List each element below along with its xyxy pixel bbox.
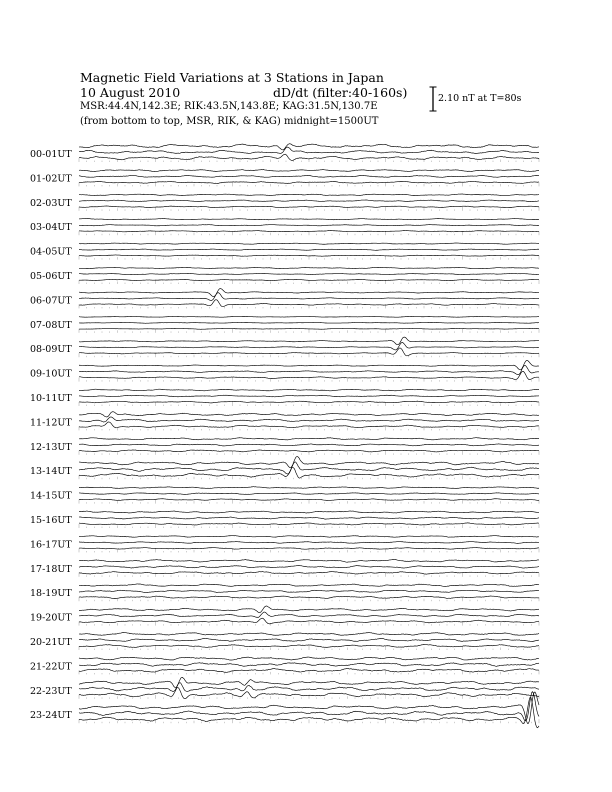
hour-label-11-12ut: 11-12UT	[30, 417, 72, 429]
trace-kag-18-19ut	[79, 584, 539, 587]
trace-rik-04-05ut	[79, 249, 539, 250]
trace-rik-21-22ut	[79, 663, 539, 667]
hour-label-13-14ut: 13-14UT	[30, 466, 72, 478]
trace-kag-15-16ut	[79, 511, 539, 513]
minute-ticks-07-08ut	[79, 329, 539, 333]
station-coordinates: MSR:44.4N,142.3E; RIK:43.5N,143.8E; KAG:31.5N,130.7E	[80, 101, 378, 112]
hour-label-15-16ut: 15-16UT	[30, 515, 72, 526]
figure-date: 10 August 2010	[80, 85, 181, 100]
trace-rik-00-01ut	[79, 147, 539, 154]
trace-kag-01-02ut	[79, 170, 539, 172]
trace-rik-02-03ut	[79, 200, 539, 202]
trace-kag-00-01ut	[79, 144, 539, 150]
trace-rik-20-21ut	[79, 638, 539, 641]
trace-rik-11-12ut	[79, 417, 539, 422]
minute-ticks-14-15ut	[79, 500, 539, 504]
trace-rik-05-06ut	[79, 273, 539, 274]
trace-msr-16-17ut	[79, 548, 539, 550]
minute-ticks-08-09ut	[79, 353, 539, 357]
trace-msr-04-05ut	[79, 255, 539, 256]
hour-label-03-04ut: 03-04UT	[30, 222, 72, 234]
minute-ticks-12-13ut	[79, 451, 539, 455]
hour-label-02-03ut: 02-03UT	[30, 197, 72, 209]
trace-kag-04-05ut	[79, 243, 539, 244]
trace-kag-09-10ut	[79, 360, 539, 369]
trace-rik-07-08ut	[79, 322, 539, 323]
trace-kag-21-22ut	[79, 657, 539, 660]
trace-rik-16-17ut	[79, 542, 539, 544]
trace-rik-06-07ut	[79, 293, 539, 301]
minute-ticks-09-10ut	[79, 378, 539, 382]
trace-kag-14-15ut	[79, 487, 539, 489]
hour-label-14-15ut: 14-15UT	[30, 490, 72, 502]
trace-rik-19-20ut	[79, 612, 539, 617]
scale-label: 2.10 nT at T=80s	[438, 93, 522, 104]
hour-label-09-10ut: 09-10UT	[30, 368, 72, 380]
trace-kag-13-14ut	[79, 457, 539, 468]
trace-rik-17-18ut	[79, 565, 539, 568]
minute-ticks-19-20ut	[79, 622, 539, 626]
hour-label-08-09ut: 08-09UT	[30, 344, 72, 356]
trace-kag-12-13ut	[79, 438, 539, 440]
minute-ticks-03-04ut	[79, 231, 539, 235]
trace-msr-03-04ut	[79, 231, 539, 232]
hour-label-22-23ut: 22-23UT	[30, 685, 72, 697]
trace-rik-12-13ut	[79, 444, 539, 446]
trace-kag-19-20ut	[79, 606, 539, 613]
minute-ticks-23-24ut	[79, 719, 539, 723]
hour-label-06-07ut: 06-07UT	[30, 295, 72, 307]
hour-label-01-02ut: 01-02UT	[30, 173, 72, 185]
minute-ticks-20-21ut	[79, 646, 539, 650]
hour-label-17-18ut: 17-18UT	[30, 563, 72, 575]
hour-label-23-24ut: 23-24UT	[30, 710, 72, 722]
minute-ticks-21-22ut	[79, 670, 539, 674]
hour-label-05-06ut: 05-06UT	[30, 271, 72, 282]
trace-rik-14-15ut	[79, 493, 539, 495]
figure-title: Magnetic Field Variations at 3 Stations in Japan	[80, 70, 384, 85]
trace-kag-17-18ut	[79, 559, 539, 562]
hour-label-16-17ut: 16-17UT	[30, 539, 72, 551]
hour-label-20-21ut: 20-21UT	[30, 637, 72, 648]
trace-rik-03-04ut	[79, 225, 539, 226]
trace-kag-05-06ut	[79, 267, 539, 268]
trace-kag-03-04ut	[79, 219, 539, 220]
trace-kag-20-21ut	[79, 632, 539, 635]
minute-ticks-15-16ut	[79, 524, 539, 528]
trace-rik-15-16ut	[79, 517, 539, 519]
hour-label-07-08ut: 07-08UT	[30, 319, 72, 331]
trace-msr-05-06ut	[79, 279, 539, 280]
hour-label-21-22ut: 21-22UT	[30, 661, 72, 673]
trace-rik-18-19ut	[79, 590, 539, 592]
trace-rik-01-02ut	[79, 175, 539, 177]
trace-kag-07-08ut	[79, 316, 539, 317]
hour-label-19-20ut: 19-20UT	[30, 612, 72, 624]
minute-ticks-11-12ut	[79, 426, 539, 430]
trace-kag-22-23ut	[79, 677, 539, 687]
trace-rik-10-11ut	[79, 395, 539, 397]
hour-label-00-01ut: 00-01UT	[30, 149, 72, 160]
trace-kag-11-12ut	[79, 412, 539, 417]
hour-label-10-11ut: 10-11UT	[30, 393, 72, 404]
hour-label-12-13ut: 12-13UT	[30, 441, 72, 453]
hour-label-04-05ut: 04-05UT	[30, 246, 72, 258]
trace-rik-08-09ut	[79, 342, 539, 349]
figure-quantity: dD/dt (filter:40-160s)	[273, 85, 408, 100]
minute-ticks-17-18ut	[79, 573, 539, 577]
trace-msr-07-08ut	[79, 328, 539, 329]
hour-label-18-19ut: 18-19UT	[30, 588, 72, 600]
minute-ticks-05-06ut	[79, 280, 539, 284]
trace-kag-02-03ut	[79, 194, 539, 196]
station-order-note: (from bottom to top, MSR, RIK, & KAG) midnight=1500UT	[80, 116, 379, 127]
trace-kag-06-07ut	[79, 289, 539, 297]
trace-kag-08-09ut	[79, 337, 539, 345]
trace-kag-10-11ut	[79, 389, 539, 391]
trace-kag-16-17ut	[79, 536, 539, 538]
trace-rik-09-10ut	[79, 365, 539, 374]
